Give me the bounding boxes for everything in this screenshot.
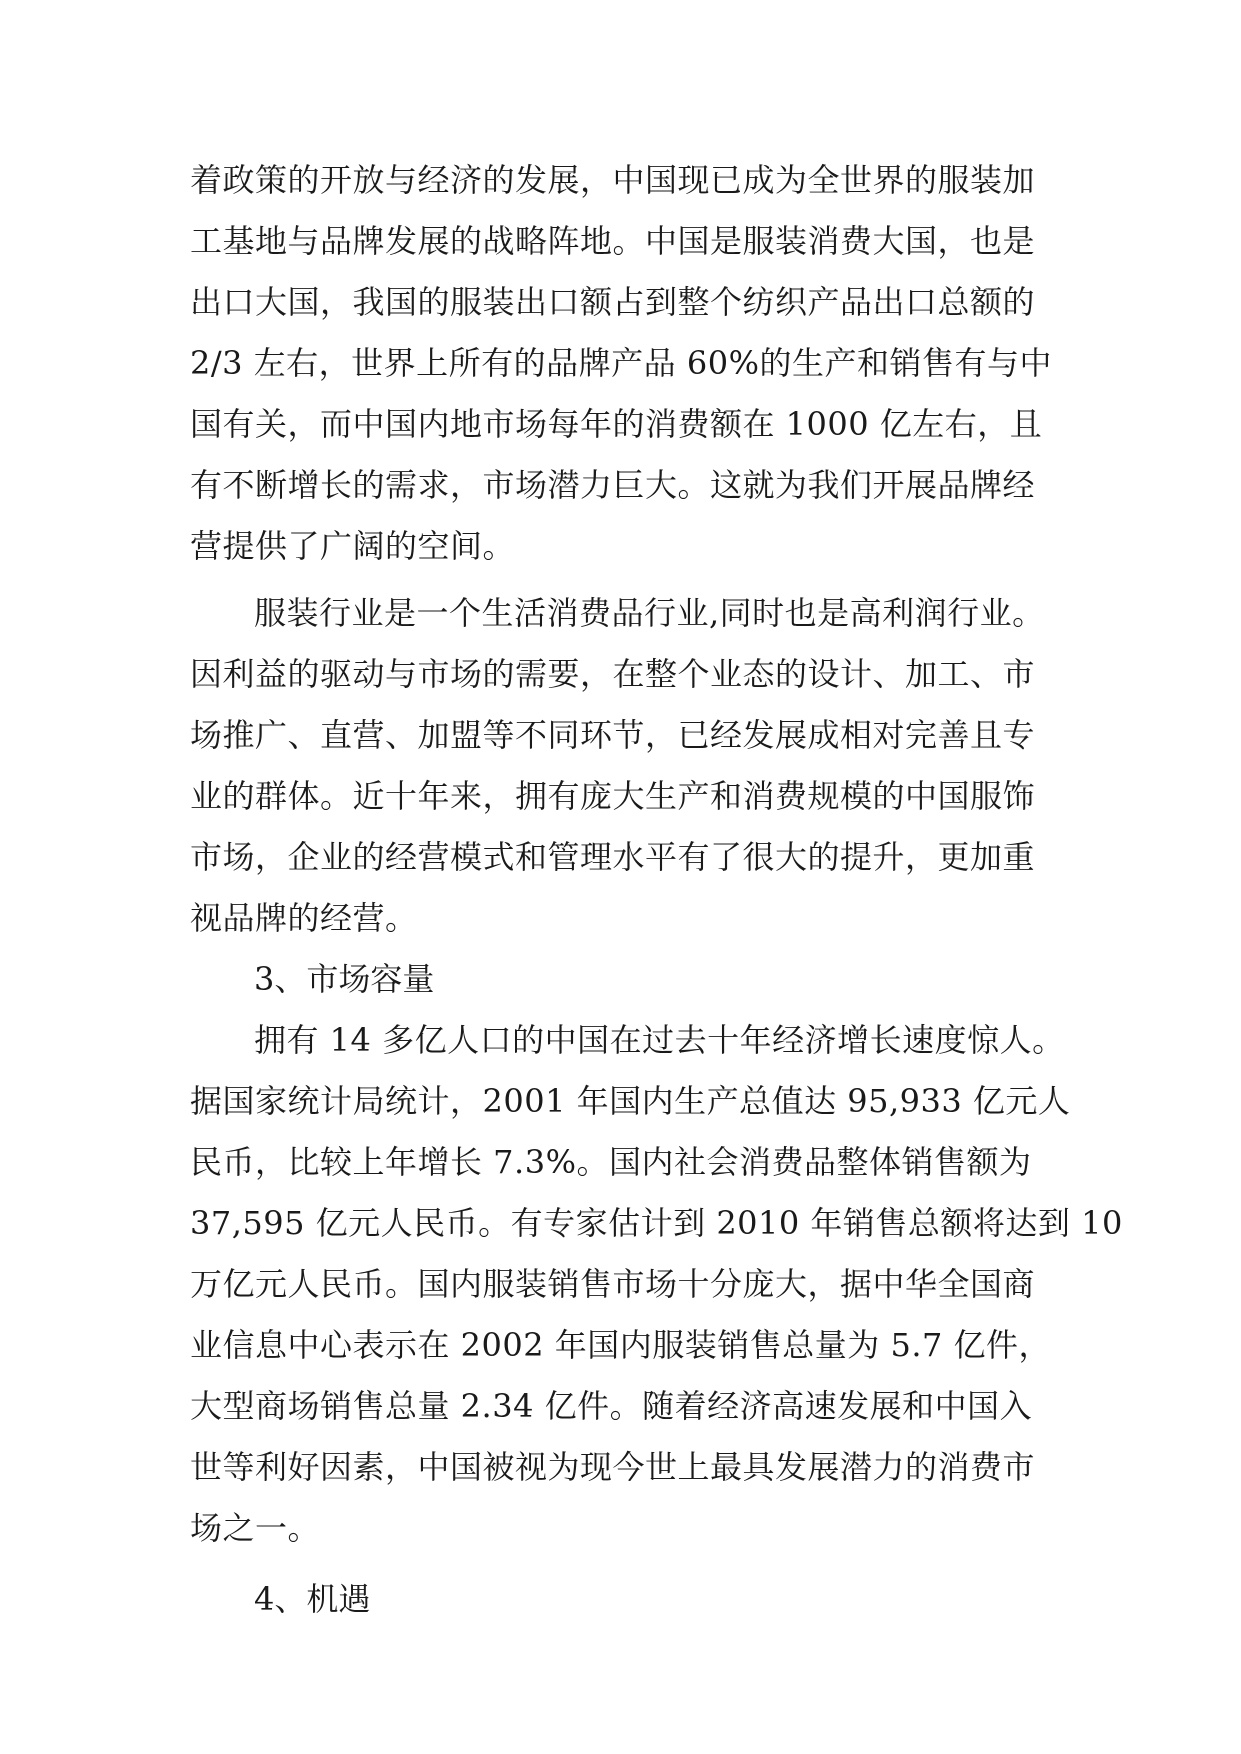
text-line: 视品牌的经营。 [190,899,418,937]
text-line: 拥有 14 多亿人口的中国在过去十年经济增长速度惊人。 [254,1021,1065,1059]
text-line: 业的群体。近十年来，拥有庞大生产和消费规模的中国服饰 [190,777,1036,815]
paragraph-spacer [190,1559,1060,1569]
paragraph-industry-overview [190,583,1060,949]
document-body [190,150,1123,1630]
text-line: 国有关，而中国内地市场每年的消费额在 1000 亿左右，且 [190,405,1043,443]
text-line: 因利益的驱动与市场的需要，在整个业态的设计、加工、市 [190,655,1036,693]
text-line: 服装行业是一个生活消费品行业,同时也是高利润行业。 [254,594,1045,632]
text-line: 着政策的开放与经济的发展，中国现已成为全世界的服装加 [190,161,1036,199]
paragraph-policy-development [190,150,1060,577]
text-line: 营提供了广阔的空间。 [190,527,516,565]
text-line: 据国家统计局统计，2001 年国内生产总值达 95,933 亿元人 [190,1082,1071,1120]
text-line: 民币，比较上年增长 7.3%。国内社会消费品整体销售额为 [190,1143,1032,1181]
text-line: 场之一。 [190,1509,321,1547]
section-heading-opportunities: 4、机遇 [254,1580,371,1618]
section-heading-market-capacity: 3、市场容量 [254,960,435,998]
text-line: 业信息中心表示在 2002 年国内服装销售总量为 5.7 亿件， [190,1326,1052,1364]
text-line: 37,595 亿元人民币。有专家估计到 2010 年销售总额将达到 10 [190,1204,1123,1242]
text-line: 有不断增长的需求，市场潜力巨大。这就为我们开展品牌经 [190,466,1036,504]
text-line: 世等利好因素，中国被视为现今世上最具发展潜力的消费市 [190,1448,1036,1486]
text-line: 工基地与品牌发展的战略阵地。中国是服装消费大国，也是 [190,222,1036,260]
text-line: 大型商场销售总量 2.34 亿件。随着经济高速发展和中国入 [190,1387,1033,1425]
text-line: 2/3 左右，世界上所有的品牌产品 60%的生产和销售有与中 [190,344,1052,382]
text-line: 场推广、直营、加盟等不同环节，已经发展成相对完善且专 [190,716,1036,754]
text-line: 出口大国，我国的服装出口额占到整个纺织产品出口总额的 [190,283,1036,321]
text-line: 万亿元人民币。国内服装销售市场十分庞大，据中华全国商 [190,1265,1036,1303]
text-line: 市场，企业的经营模式和管理水平有了很大的提升，更加重 [190,838,1036,876]
paragraph-market-capacity [190,1010,1123,1559]
